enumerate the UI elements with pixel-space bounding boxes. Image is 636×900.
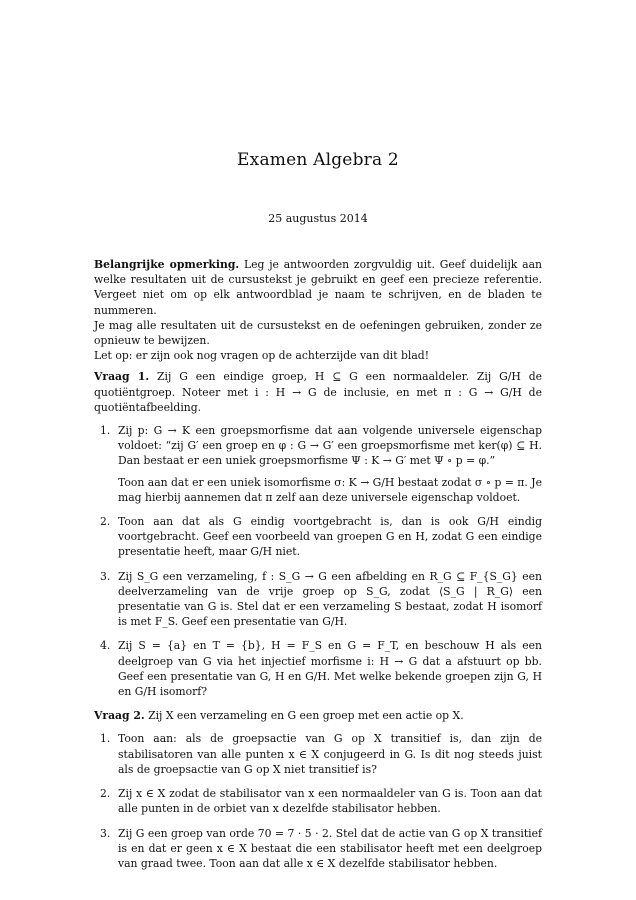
question-1-label: Vraag 1. [94, 370, 150, 384]
subquestion-text: Zij S = {a} en T = {b}, H = F_S en G = F_T, en beschouw H als een deelgroep van G via het injectief morfisme i: H → G dat a afstuurt op bb. Geef een presentatie van G, H en G/H. Met welke bekende groepen zijn G, H en G/H isomorf? [118, 639, 542, 699]
note-heading: Belangrijke opmerking. [94, 258, 240, 271]
subquestion-text: Toon aan: als de groepsactie van G op X transitief is, dan zijn de stabilisatoren van alle punten x ∈ X conjugeerd in G. Is dit nog steeds juist als de groepsactie van G op X niet transitief is? [118, 732, 542, 776]
subquestion-number: 3. [100, 826, 111, 840]
question-2-intro [94, 708, 542, 723]
note-line-3: Let op: er zijn ook nog vragen op de achterzijde van dit blad! [94, 349, 430, 363]
important-note [94, 257, 542, 363]
note-line-2: Je mag alle resultaten uit de cursustekst en de oefeningen gebruiken, zonder ze opnieuw te bewijzen. [94, 318, 542, 348]
subquestion-1-1 [94, 423, 542, 505]
subquestion-1-3 [94, 569, 542, 630]
subquestion-text: Zij x ∈ X zodat de stabilisator van x een normaaldeler van G is. Toon aan dat alle punten in de orbiet van x dezelfde stabilisator hebben. [118, 787, 542, 816]
subquestion-1-2 [94, 514, 542, 560]
subquestion-text: Zij G een groep van orde 70 = 7 · 5 · 2. Stel dat de actie van G op X transitief is en dat er geen x ∈ X bestaat die een stabilisator heeft met een deelgroep van graad twee. Toon aan dat alle x ∈ X dezelfde stabilisator hebben. [118, 826, 542, 870]
subquestion-text: Zij S_G een verzameling, f : S_G → G een afbelding en R_G ⊆ F_{S_G} een deelverzameling van de vrije groep op S_G, zodat ⟨S_G | R_G⟩ een presentatie van G is. Stel dat er een verzameling S bestaat, zodat H isomorf is met F_S. Geef een presentatie van G/H. [118, 569, 542, 629]
subquestion-number: 1. [100, 424, 111, 438]
question-2 [94, 708, 542, 871]
note-line-1: Leg je antwoorden zorgvuldig uit. Geef duidelijk aan welke resultaten uit de cursustekst je gebruikt en geef een precieze referentie. Vergeet niet om op elk antwoordblad je naam te schrijven, en de bladen te nummeren. [94, 258, 542, 317]
subquestion-number: 3. [100, 569, 111, 583]
question-2-subquestions [94, 731, 542, 871]
exam-body [94, 257, 542, 880]
subquestion-text: Toon aan dat als G eindig voortgebracht is, dan is ook G/H eindig voortgebracht. Geef een voorbeeld van groepen G en H, zodat G een eindige presentatie heeft, maar G/H niet. [118, 515, 542, 559]
subquestion-2-1 [94, 731, 542, 777]
subquestion-number: 2. [100, 787, 111, 801]
question-1-subquestions [94, 423, 542, 699]
subquestion-number: 1. [100, 732, 111, 746]
question-1 [94, 369, 542, 699]
subquestion-text: Zij p: G → K een groepsmorfisme dat aan volgende universele eigenschap voldoet: “zij G′ een groep en φ : G → G′ een groepsmorfisme met ker(φ) ⊆ H. Dan bestaat er een uniek groepsmorfisme Ψ : K → G′ met Ψ ∘ p = φ.” [118, 424, 542, 468]
question-2-text: Zij X een verzameling en G een groep met een actie op X. [148, 709, 464, 723]
question-1-text: Zij G een eindige groep, H ⊆ G een normaaldeler. Zij G/H de quotiëntgroep. Noteer met i : H → G de inclusie, en met π : G → G/H de quotiëntafbeelding. [94, 370, 543, 414]
subquestion-number: 2. [100, 515, 111, 529]
page-title: Examen Algebra 2 [237, 150, 399, 170]
question-2-label: Vraag 2. [94, 709, 145, 723]
subquestion-2-2 [94, 786, 542, 816]
note-paragraph [94, 257, 542, 318]
subquestion-number: 4. [100, 639, 111, 653]
exam-date: 25 augustus 2014 [268, 212, 368, 225]
subquestion-text: Toon aan dat er een uniek isomorfisme σ: K → G/H bestaat zodat σ ∘ p = π. Je mag hierbij aannemen dat π zelf aan deze universele eigenschap voldoet. [118, 475, 542, 504]
question-1-intro [94, 369, 542, 415]
subquestion-1-4 [94, 638, 542, 699]
subquestion-2-3 [94, 826, 542, 872]
